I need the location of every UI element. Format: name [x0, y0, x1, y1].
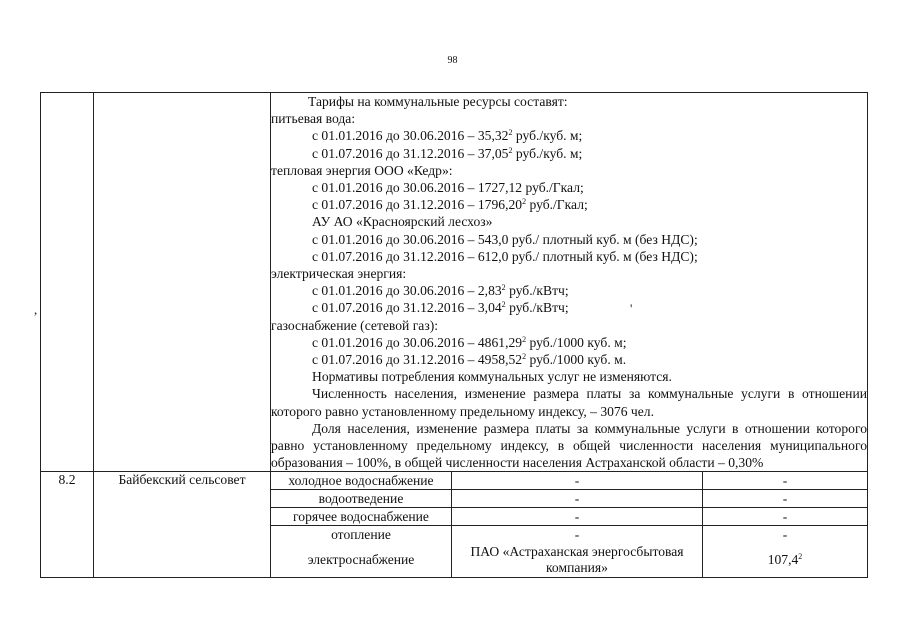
tariff-line-value: с 01.01.2016 до 30.06.2016 – 2,83 — [312, 283, 502, 299]
services-cell — [271, 472, 868, 578]
tariff-line-unit: руб./1000 куб. м; — [526, 334, 627, 350]
service-name: отопление — [271, 526, 452, 544]
tariff-line: Тарифы на коммунальные ресурсы составят: — [308, 94, 568, 109]
tariff-description-cell — [271, 93, 868, 472]
tariff-line: питьевая вода: — [271, 111, 356, 127]
row-number-cell-empty — [41, 93, 94, 472]
footnote-mark: 2 — [522, 352, 527, 362]
service-rows — [271, 472, 867, 543]
tariff-line-unit: руб./1000 куб. м. — [526, 352, 627, 368]
tariff-line-unit: руб./Гкал; — [526, 197, 588, 213]
tariff-line: с 01.01.2016 до 30.06.2016 – 543,0 руб./ плотный куб. м (без НДС); — [312, 231, 698, 247]
tariff-line: АУ АО «Красноярский лесхоз» — [312, 214, 493, 230]
tariff-line — [271, 145, 867, 162]
tariff-line-value: с 01.01.2016 до 30.06.2016 – 35,32 — [312, 128, 509, 144]
service-org: - — [452, 472, 703, 490]
tariff-table — [40, 92, 868, 578]
service-name: электроснабжение — [271, 543, 452, 577]
footnote-mark: 2 — [508, 128, 513, 138]
footnote-mark: 2 — [501, 300, 506, 310]
tariff-line — [271, 127, 867, 144]
footnote-mark: 2 — [798, 552, 803, 562]
tariff-line-unit: руб./куб. м; — [512, 145, 583, 161]
tariff-line-value: с 01.07.2016 до 31.12.2016 – 37,05 — [312, 145, 509, 161]
stray-mark-mid: ' — [630, 301, 633, 316]
footnote-mark: 2 — [522, 197, 527, 207]
population-paragraph: Численность населения, изменение размера платы за коммунальные услуги в отношении которого равно установленному предельному индексу, – 3076 чел. — [271, 386, 867, 419]
tariff-line: Нормативы потребления коммунальных услуг не изменяются. — [312, 369, 672, 385]
services-table — [271, 472, 867, 577]
service-name: горячее водоснабжение — [271, 508, 452, 526]
tariff-line-value: с 01.07.2016 до 31.12.2016 – 1796,20 — [312, 197, 523, 213]
population-share-paragraph: Доля населения, изменение размера платы за коммунальные услуги в отношении которого равно установленному предельному индексу, в общей численности населения муниципального образования – 100%, в общей численности населения Астраханской области – 0,30% — [271, 420, 867, 471]
service-row-electric — [271, 543, 867, 577]
footnote-mark: 2 — [501, 283, 506, 293]
service-row — [271, 490, 867, 508]
tariff-line — [271, 196, 867, 213]
service-value: - — [703, 526, 868, 544]
tariff-lines — [271, 93, 867, 385]
tariff-line-value: с 01.07.2016 до 31.12.2016 – 4958,52 — [312, 352, 523, 368]
service-org: - — [452, 508, 703, 526]
tariff-line-unit: руб./кВтч; — [505, 283, 569, 299]
tariff-line: газоснабжение (сетевой газ): — [271, 317, 438, 333]
tariff-line-unit: руб./куб. м; — [512, 128, 583, 144]
table-row — [41, 472, 868, 578]
footnote-mark: 2 — [522, 334, 527, 344]
service-row — [271, 526, 867, 544]
service-value: - — [703, 490, 868, 508]
service-row — [271, 472, 867, 490]
tariff-line — [271, 282, 867, 299]
row-name-cell-empty — [94, 93, 271, 472]
service-value-number: 107,4 — [767, 552, 799, 568]
service-value — [703, 543, 868, 577]
tariff-line: тепловая энергия ООО «Кедр»: — [271, 162, 453, 178]
page-number: 98 — [447, 55, 458, 66]
table-row — [41, 93, 868, 472]
municipality-name: Байбекский сельсовет — [94, 472, 271, 578]
stray-mark-left: , — [34, 302, 38, 317]
tariff-line: с 01.01.2016 до 30.06.2016 – 1727,12 руб./Гкал; — [312, 180, 584, 196]
tariff-line-value: с 01.01.2016 до 30.06.2016 – 4861,29 — [312, 334, 523, 350]
row-number: 8.2 — [41, 472, 94, 578]
service-org: - — [452, 490, 703, 508]
tariff-line: электрическая энергия: — [271, 266, 407, 282]
service-org: ПАО «Астраханская энергосбытовая компания» — [452, 543, 703, 577]
tariff-line-value: с 01.07.2016 до 31.12.2016 – 3,04 — [312, 300, 502, 316]
service-value: - — [703, 508, 868, 526]
service-name: холодное водоснабжение — [271, 472, 452, 490]
service-org: - — [452, 526, 703, 544]
tariff-line: с 01.07.2016 до 31.12.2016 – 612,0 руб./ плотный куб. м (без НДС); — [312, 248, 698, 264]
tariff-line — [271, 351, 867, 368]
service-row — [271, 508, 867, 526]
footnote-mark: 2 — [508, 145, 513, 155]
service-value: - — [703, 472, 868, 490]
tariff-line-unit: руб./кВтч; — [505, 300, 569, 316]
service-name: водоотведение — [271, 490, 452, 508]
tariff-line — [271, 334, 867, 351]
tariff-line — [271, 299, 867, 316]
